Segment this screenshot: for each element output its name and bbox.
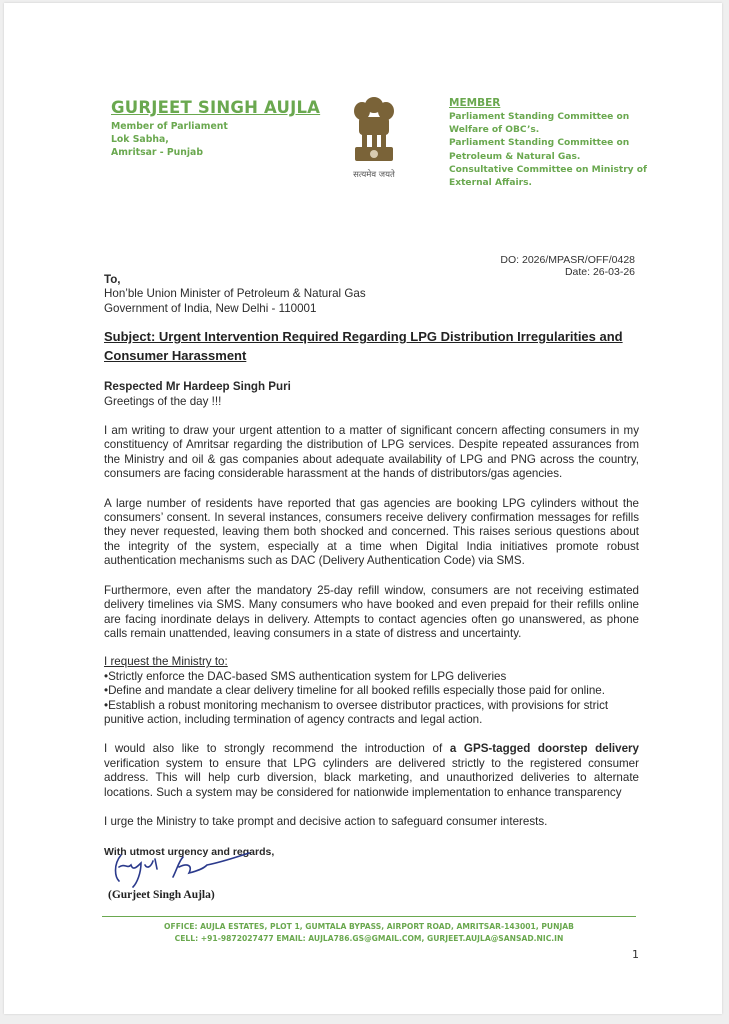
committee-line: External Affairs. [449, 178, 532, 189]
recommendation-text: I would also like to strongly recommend the introduction of [104, 742, 450, 756]
urge-paragraph: I urge the Ministry to take prompt and decisive action to safeguard consumer interests. [104, 814, 548, 828]
request-item: • Strictly enforce the DAC-based SMS authentication system for LPG deliveries [104, 670, 639, 684]
requests-title: I request the Ministry to: [104, 655, 228, 669]
contact-details: CELL: +91-9872027477 EMAIL: AUJLA786.GS@GMAIL.COM, GURJEET.AUJLA@SANSAD.NIC.IN [174, 934, 564, 943]
office-address: OFFICE: AUJLA ESTATES, PLOT 1, GUMTALA BYPASS, AIRPORT ROAD, AMRITSAR-143001, PUNJAB [164, 922, 574, 931]
national-emblem-icon [342, 91, 406, 183]
recipient-line: Hon’ble Union Minister of Petroleum & Natural Gas [104, 287, 366, 301]
paragraph: Furthermore, even after the mandatory 25-day refill window, consumers are not receiving estimated delivery timelines via SMS. Many consumers who have booked and even prepaid for their refills online are facing inordinate delays in delivery. Attempts to contact agencies often go unanswered, as phone calls remain unattended, leaving consumers in a state of distress and uncertainty. [104, 583, 639, 640]
to-label: To, [104, 273, 121, 286]
committee-line: Welfare of OBC’s. [449, 125, 540, 136]
designation-line: Lok Sabha, [111, 134, 169, 145]
recommendation-text: verification system to ensure that LPG cylinders are delivered strictly to the registered consumer address. This will help curb diversion, black marketing, and unauthorized deliveries to alternate locations. Such a system may be considered for nationwide implementation to enhance transparency [104, 756, 639, 799]
designation-line: Amritsar - Punjab [111, 147, 203, 158]
recommendation-highlight: a GPS-tagged doorstep delivery [449, 742, 639, 756]
mp-name: GURJEET SINGH AUJLA [111, 98, 321, 117]
committee-line: Consultative Committee on Ministry of [449, 164, 647, 175]
subject-line: Subject: Urgent Intervention Required Regarding LPG Distribution Irregularities and Consumer Harassment [104, 329, 623, 364]
request-item: • Define and mandate a clear delivery timeline for all booked refills especially those paid for online. [104, 684, 639, 698]
footer-divider [102, 916, 636, 917]
committee-line: Parliament Standing Committee on [449, 138, 630, 149]
designation-line: Member of Parliament [111, 121, 228, 132]
committee-list [449, 111, 664, 190]
committee-line: Petroleum & Natural Gas. [449, 151, 581, 162]
member-heading: MEMBER [449, 97, 501, 109]
recommendation-paragraph [104, 742, 639, 800]
recipient-line: Government of India, New Delhi - 110001 [104, 301, 317, 315]
svg-text:सत्यमेव जयते: सत्यमेव जयते [353, 170, 395, 180]
closing-line: With utmost urgency and regards, [104, 846, 275, 859]
signatory-name: (Gurjeet Singh Aujla) [108, 889, 215, 901]
footer [102, 921, 636, 945]
greeting: Greetings of the day !!! [104, 394, 222, 408]
mp-designation [111, 120, 320, 159]
salutation: Respected Mr Hardeep Singh Puri [104, 380, 291, 394]
letter-body [104, 273, 639, 860]
letterhead-right [449, 97, 664, 190]
request-item: • Establish a robust monitoring mechanism to oversee distributor practices, with provisions for strict punitive action, including termination of agency contracts and legal action. [104, 699, 639, 728]
paragraph: I am writing to draw your urgent attention to a matter of significant concern affecting consumers in my constituency of Amritsar regarding the distribution of LPG services. Despite repeated assurances from the Ministry and oil & gas companies about adequate availability of LPG and PNG across the country, consumers are facing considerable harassment at the hands of distributors/gas agencies. [104, 424, 639, 481]
letterhead-left [111, 98, 320, 159]
paragraph: A large number of residents have reported that gas agencies are booking LPG cylinders without the consumers’ consent. In several instances, consumers receive delivery confirmation messages for refills they never requested, leaving them both shocked and concerned. This raises serious questions about the integrity of the system, especially at a time when Digital India initiatives promote robust authentication mechanisms such as DAC (Delivery Authentication Code) via SMS. [104, 496, 639, 568]
letter-page [4, 3, 722, 1014]
signature-icon [107, 843, 257, 893]
page-number: 1 [632, 948, 639, 961]
letter-date: Date: 26-03-26 [564, 266, 635, 278]
committee-line: Parliament Standing Committee on [449, 112, 630, 122]
do-number: DO: 2026/MPASR/OFF/0428 [500, 254, 635, 266]
